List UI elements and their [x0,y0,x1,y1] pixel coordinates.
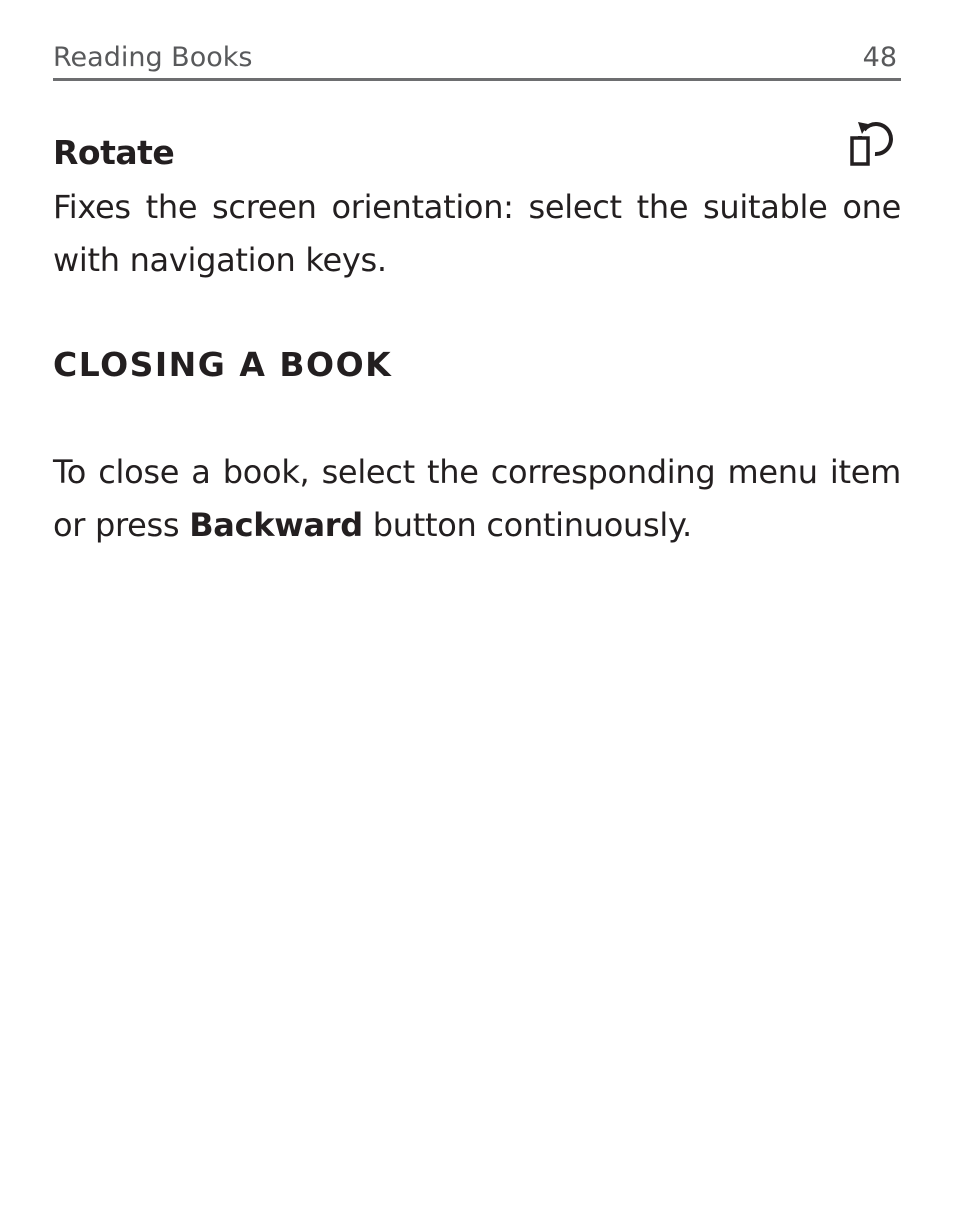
rotate-icon [849,116,897,168]
backward-button-name: Backward [189,506,363,544]
page-number: 48 [862,42,897,73]
running-header [53,40,901,81]
section-heading-closing-book: CLOSING A BOOK [53,345,393,384]
rotate-title: Rotate [53,133,175,172]
manual-page [53,0,901,1231]
rotate-description: Fixes the screen orientation: select the suitable one with navigation keys. [53,188,901,279]
closing-book-paragraph [53,446,901,552]
closing-text-after: button continuously. [362,506,692,544]
header-section-name: Reading Books [53,42,253,73]
rotate-subheading-row [53,130,901,176]
closing-text-before: To close a book, select the corresponding menu item or press [53,453,901,544]
